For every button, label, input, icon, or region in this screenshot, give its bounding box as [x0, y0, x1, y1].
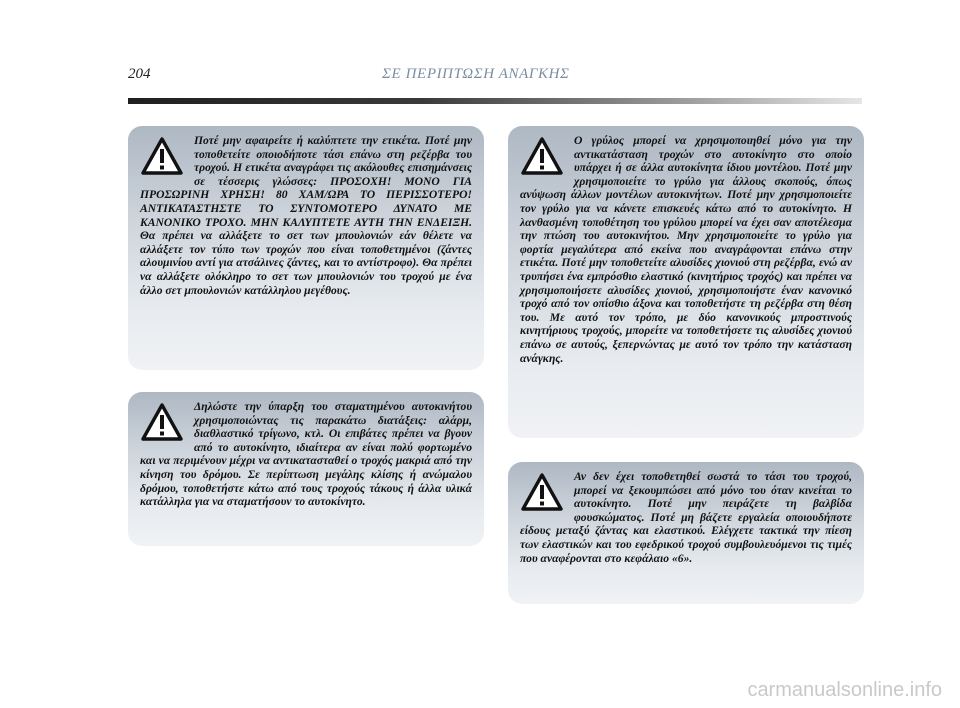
warning-triangle-icon [140, 136, 184, 176]
page-number: 204 [128, 66, 151, 82]
warning-text: Δηλώστε την ύπαρξη του σταματημένου αυτοκινήτου χρησιμοποιώντας τις παρακάτω διατάξεις: αλάρμ, διαθλαστικό τρίγωνο, κτλ. Οι επιβάτες πρέπει να βγουν από το αυτοκίνητο, ιδιαίτερα αν είναι πολύ φορτωμένο και να περιμένουν μέχρι να αντικατασταθεί ο τροχός μακριά από την κίνηση του δρόμου. Σε περίπτωση μεγάλης κλίσης ή ανώμαλου δρόμου, τοποθετήστε κάτω από τους τροχούς τάκους ή άλλα υλικά κατάλληλα για να σταματήσουν το αυτοκίνητο. [140, 400, 472, 509]
warning-text: Ο γρύλος μπορεί να χρησιμοποιηθεί μόνο για την αντικατάσταση τροχών στο αυτοκίνητο στο οποίο υπάρχει ή σε άλλα αυτοκίνητα ίδιου μοντέλου. Ποτέ μην χρησιμοποιείτε το γρύλο για άλλους σκοπούς, όπως ανύψωση άλλων μοντέλων αυτοκινήτων. Ποτέ μην χρησιμοποιείτε τον γρύλο για να κάνετε επισκευές κάτω από το αυτοκίνητο. Η λανθασμένη τοποθέτηση του γρύλου μπορεί να έχει σαν αποτέλεσμα την πτώση του αυτοκινήτου. Μην χρησιμοποιείτε το γρύλο για φορτία μεγαλύτερα από εκείνα που αναγράφονται επάνω στην ετικέτα. Ποτέ μην τοποθετείτε αλυσίδες χιονιού στη ρεζέρβα, ενώ αν τρυπήσει ένα εμπρόσθιο ελαστικό (κινητήριος τροχός) και πρέπει να χρησιμοποιήσετε αλυσίδες χιονιού, χρησιμοποιήστε έναν κανονικό τροχό από τον οπίσθιο άξονα και τοποθετήστε τη ρεζέρβα στη θέση του. Με αυτό τον τρόπο, με δύο κανονικούς μπροστινούς κινητήριους τροχούς, μπορείτε να τοποθετήσετε τις αλυσίδες χιονιού επάνω σε αυτούς, ξεπερνώντας με αυτό τον τρόπο την κατάσταση ανάγκης. [520, 134, 852, 365]
warning-text: Αν δεν έχει τοποθετηθεί σωστά το τάσι του τροχού, μπορεί να ξεκουμπώσει από μόνο του όταν κινείται το αυτοκίνητο. Ποτέ μην πειράζετε τη βαλβίδα φουσκώματος. Ποτέ μη βάζετε εργαλεία οποιουδήποτε είδους μεταξύ ζάντας και ελαστικού. Ελέγχετε τακτικά την πίεση των ελαστικών και του εφεδρικού τροχού συμβουλευόμενοι τις τιμές που αναφέρονται στο κεφάλαιο «6». [520, 470, 852, 565]
watermark: carmanualsonline.info [747, 679, 942, 701]
warning-box-label [128, 126, 484, 370]
header-rule [128, 98, 862, 104]
warning-box-stopped-vehicle [128, 392, 484, 546]
warning-triangle-icon [140, 402, 184, 442]
warning-text: Ποτέ μην αφαιρείτε ή καλύπτετε την ετικέτα. Ποτέ μην τοποθετείτε οποιοδήποτε τάσι επάνω στη ρεζέρβα του τροχού. Η ετικέτα αναγράφει τις ακόλουθες επισημάνσεις σε τέσσερις γλώσσες: ΠΡΟΣΟΧΗ! ΜΟΝΟ ΓΙΑ ΠΡΟΣΩΡΙΝΗ ΧΡΗΣΗ! 80 ΧΑΜ/ΩΡΑ ΤΟ ΠΕΡΙΣΣΟΤΕΡΟ! ΑΝΤΙΚΑΤΑΣΤΗΣΤΕ ΤΟ ΣΥΝΤΟΜΟΤΕΡΟ ΔΥΝΑΤΟ ΜΕ ΚΑΝΟΝΙΚΟ ΤΡΟΧΟ. ΜΗΝ ΚΑΛΥΠΤΕΤΕ ΑΥΤΗ ΤΗΝ ΕΝΔΕΙΞΗ. Θα πρέπει να αλλάξετε το σετ των μπουλονιών εάν θέλετε να αλλάξετε τον τύπο των τροχών που είναι τοποθετημένοι (ζάντες αλουμινίου αντί για ατσάλινες ζάντες, και το αντίστροφο). Θα πρέπει να αλλάξετε ολόκληρο το σετ των μπουλονιών του τροχού με ένα άλλο σετ μπουλονιών κατάλληλου μεγέθους. [140, 134, 472, 297]
warning-box-jack [508, 126, 864, 438]
warning-triangle-icon [520, 136, 564, 176]
warning-triangle-icon [520, 472, 564, 512]
section-title: ΣΕ ΠΕΡΙΠΤΩΣΗ ΑΝΑΓΚΗΣ [382, 66, 570, 82]
warning-box-hubcap [508, 462, 864, 604]
